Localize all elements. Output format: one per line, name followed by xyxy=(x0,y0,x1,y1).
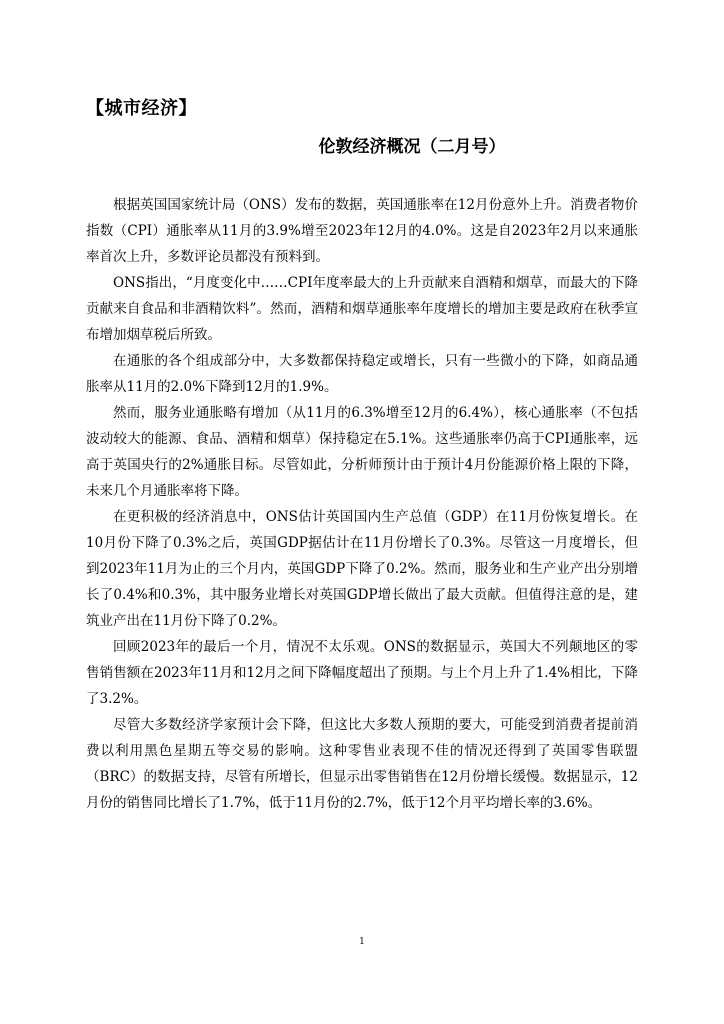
paragraph-2: ONS指出，“月度变化中……CPI年度率最大的上升贡献来自酒精和烟草，而最大的下降贡献来自食品和非酒精饮料”。然而，酒精和烟草通胀率年度增长的增加主要是政府在秋季宣布增加烟草税后所致。 xyxy=(86,275,638,343)
paragraph-4: 然而，服务业通胀略有增加（从11月的6.3%增至12月的6.4%），核心通胀率（不包括波动较大的能源、食品、酒精和烟草）保持稳定在5.1%。这些通胀率仍高于CPI通胀率，远高于英国央行的2%通胀目标。尽管如此，分析师预计由于预计4月份能源价格上限的下降，未来几个月通胀率将下降。 xyxy=(86,405,638,499)
page-number: 1 xyxy=(359,937,365,947)
paragraph-5: 在更积极的经济消息中，ONS估计英国国内生产总值（GDP）在11月份恢复增长。在10月份下降了0.3%之后，英国GDP据估计在11月份增长了0.3%。尽管这一月度增长，但到2023年11月为止的三个月内，英国GDP下降了0.2%。然而，服务业和生产业产出分别增长了0.4%和0.3%，其中服务业增长对英国GDP增长做出了最大贡献。但值得注意的是，建筑业产出在11月份下降了0.2%。 xyxy=(86,509,638,629)
paragraph-3: 在通胀的各个组成部分中，大多数都保持稳定或增长，只有一些微小的下降，如商品通胀率从11月的2.0%下降到12月的1.9%。 xyxy=(86,353,638,395)
paragraph-1: 根据英国国家统计局（ONS）发布的数据，英国通胀率在12月份意外上升。消费者物价指数（CPI）通胀率从11月的3.9%增至2023年12月的4.0%。这是自2023年2月以来通胀率首次上升，多数评论员都没有预料到。 xyxy=(86,197,638,265)
document-title: 伦敦经济概况（二月号） xyxy=(318,137,506,157)
section-tag: 【城市经济】 xyxy=(86,98,197,119)
article-body xyxy=(86,192,638,816)
paragraph-7: 尽管大多数经济学家预计会下降，但这比大多数人预期的要大，可能受到消费者提前消费以利用黑色星期五等交易的影响。这种零售业表现不佳的情况还得到了英国零售联盟（BRC）的数据支持，尽管有所增长，但显示出零售销售在12月份增长缓慢。数据显示，12月份的销售同比增长了1.7%，低于11月份的2.7%，低于12个月平均增长率的3.6%。 xyxy=(86,717,638,811)
paragraph-6: 回顾2023年的最后一个月，情况不太乐观。ONS的数据显示，英国大不列颠地区的零售销售额在2023年11月和12月之间下降幅度超出了预期。与上个月上升了1.4%相比，下降了3.2%。 xyxy=(86,639,638,707)
